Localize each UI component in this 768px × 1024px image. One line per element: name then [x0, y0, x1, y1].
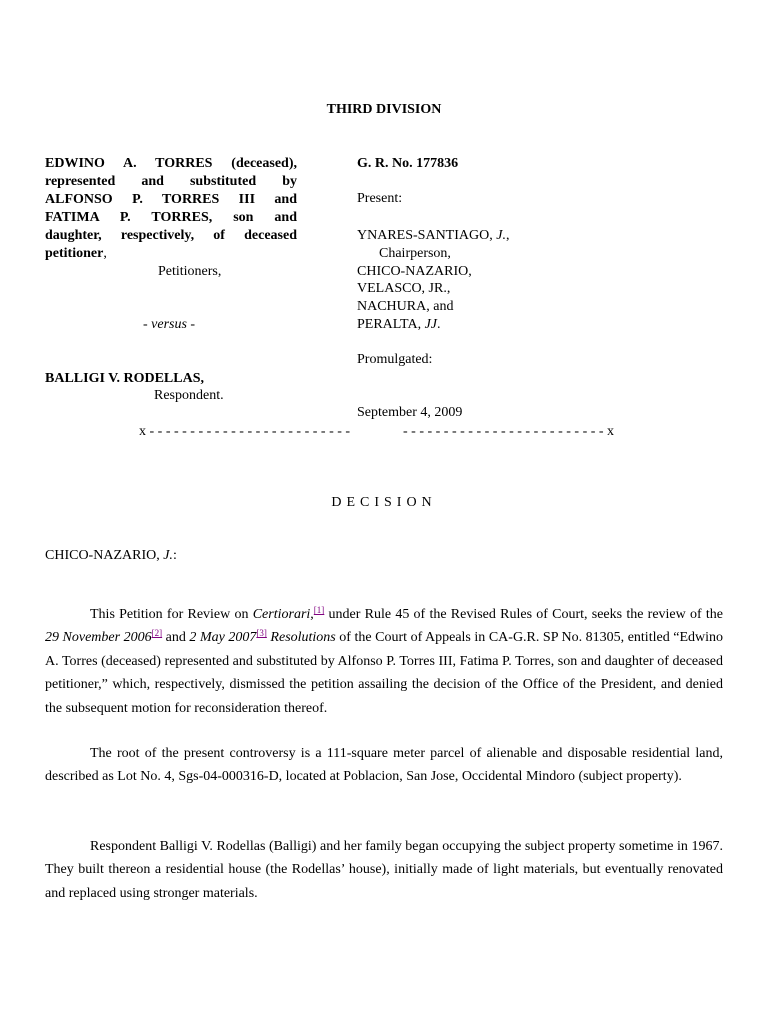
promulgated-label: Promulgated: [357, 352, 433, 367]
gr-number: G. R. No. 177836 [357, 156, 459, 171]
justice-comma: , [505, 228, 510, 243]
footnote-link[interactable]: [2] [151, 628, 163, 639]
petitioner-line: represented and substituted by [45, 174, 297, 189]
respondent-label: Respondent. [154, 388, 224, 403]
ponente [45, 547, 177, 565]
division-heading: THIRD DIVISION [326, 102, 442, 117]
text-run: This Petition for Review on [90, 607, 253, 622]
text-run: Resolutions [270, 630, 336, 646]
text-run: , [310, 607, 314, 622]
petitioner-line: daughter, respectively, of deceased [45, 228, 297, 243]
text-run: 29 November 2006 [45, 630, 152, 646]
paragraph-petition [45, 603, 723, 720]
petitioner-line: EDWINO A. TORRES (deceased), [45, 156, 297, 171]
justice-member: NACHURA, and [357, 299, 454, 314]
petitioner-last-line [45, 245, 297, 263]
petitioner-word: petitioner [45, 246, 104, 261]
ponente-colon: : [172, 548, 177, 563]
promulgated-date: September 4, 2009 [357, 405, 463, 420]
separator-left: x - - - - - - - - - - - - - - - - - - - - - - - - - [139, 424, 351, 439]
decision-heading: DECISION [331, 495, 437, 510]
petitioners-label: Petitioners, [158, 264, 222, 279]
justice-period: . [437, 317, 441, 332]
text-run: under Rule 45 of the Revised Rules of Court, seeks the review of the [324, 607, 723, 622]
petitioner-comma: , [103, 246, 107, 261]
justice-suffix: JJ [424, 317, 438, 332]
footnote-link[interactable]: [1] [313, 605, 325, 615]
ponente-name: CHICO-NAZARIO, [45, 548, 164, 563]
paragraph-respondent-occupation: Respondent Balligi V. Rodellas (Balligi) and her family began occupying the subject property sometime in 1967. They built thereon a residential house (the Rodellas’ house), initially made of light materials, but eventually renovated and replaced using stronger materials. [45, 839, 723, 901]
chairperson-title: Chairperson, [379, 246, 451, 261]
text-run: and [162, 630, 190, 646]
justice-name: PERALTA, [357, 317, 425, 332]
justice-name: YNARES-SANTIAGO, [357, 228, 497, 243]
separator-right: - - - - - - - - - - - - - - - - - - - - - - - - - x [403, 424, 615, 439]
present-label: Present: [357, 191, 403, 206]
petitioner-line: FATIMA P. TORRES, son and [45, 210, 297, 225]
text-run: 2 May 2007 [189, 630, 257, 646]
petitioner-caption [45, 155, 297, 263]
respondent-name: BALLIGI V. RODELLAS, [45, 371, 204, 386]
justice-member: VELASCO, JR., [357, 281, 451, 296]
paragraph-subject-property: The root of the present controversy is a 111-square meter parcel of alienable and disposable residential land, described as Lot No. 4, Sgs-04-000316-D, located at Poblacion, San Jose, Occidental Mindoro (subject property). [45, 746, 723, 785]
text-run: of the Court of Appeals in CA-G.R. SP No. 81305, entitled “Edwino A. Torres (deceased) represented and substituted by Alfonso P. Torres III, Fatima P. Torres, son and daughter of deceased petitioner,” which, respectively, dismissed the petition assailing the decision of the Office of the President, and denied the subsequent motion for reconsideration thereof. [45, 630, 723, 716]
justice-member: CHICO-NAZARIO, [357, 264, 472, 279]
text-run: Certiorari [252, 607, 311, 622]
footnote-link[interactable]: [3] [256, 628, 267, 639]
petitioner-line: ALFONSO P. TORRES III and [45, 192, 297, 207]
versus-label: - versus - [143, 317, 196, 332]
justice-member [357, 316, 441, 334]
justice-suffix: J. [496, 228, 506, 243]
ponente-suffix: J. [163, 548, 173, 563]
justice-chairperson [357, 227, 509, 245]
